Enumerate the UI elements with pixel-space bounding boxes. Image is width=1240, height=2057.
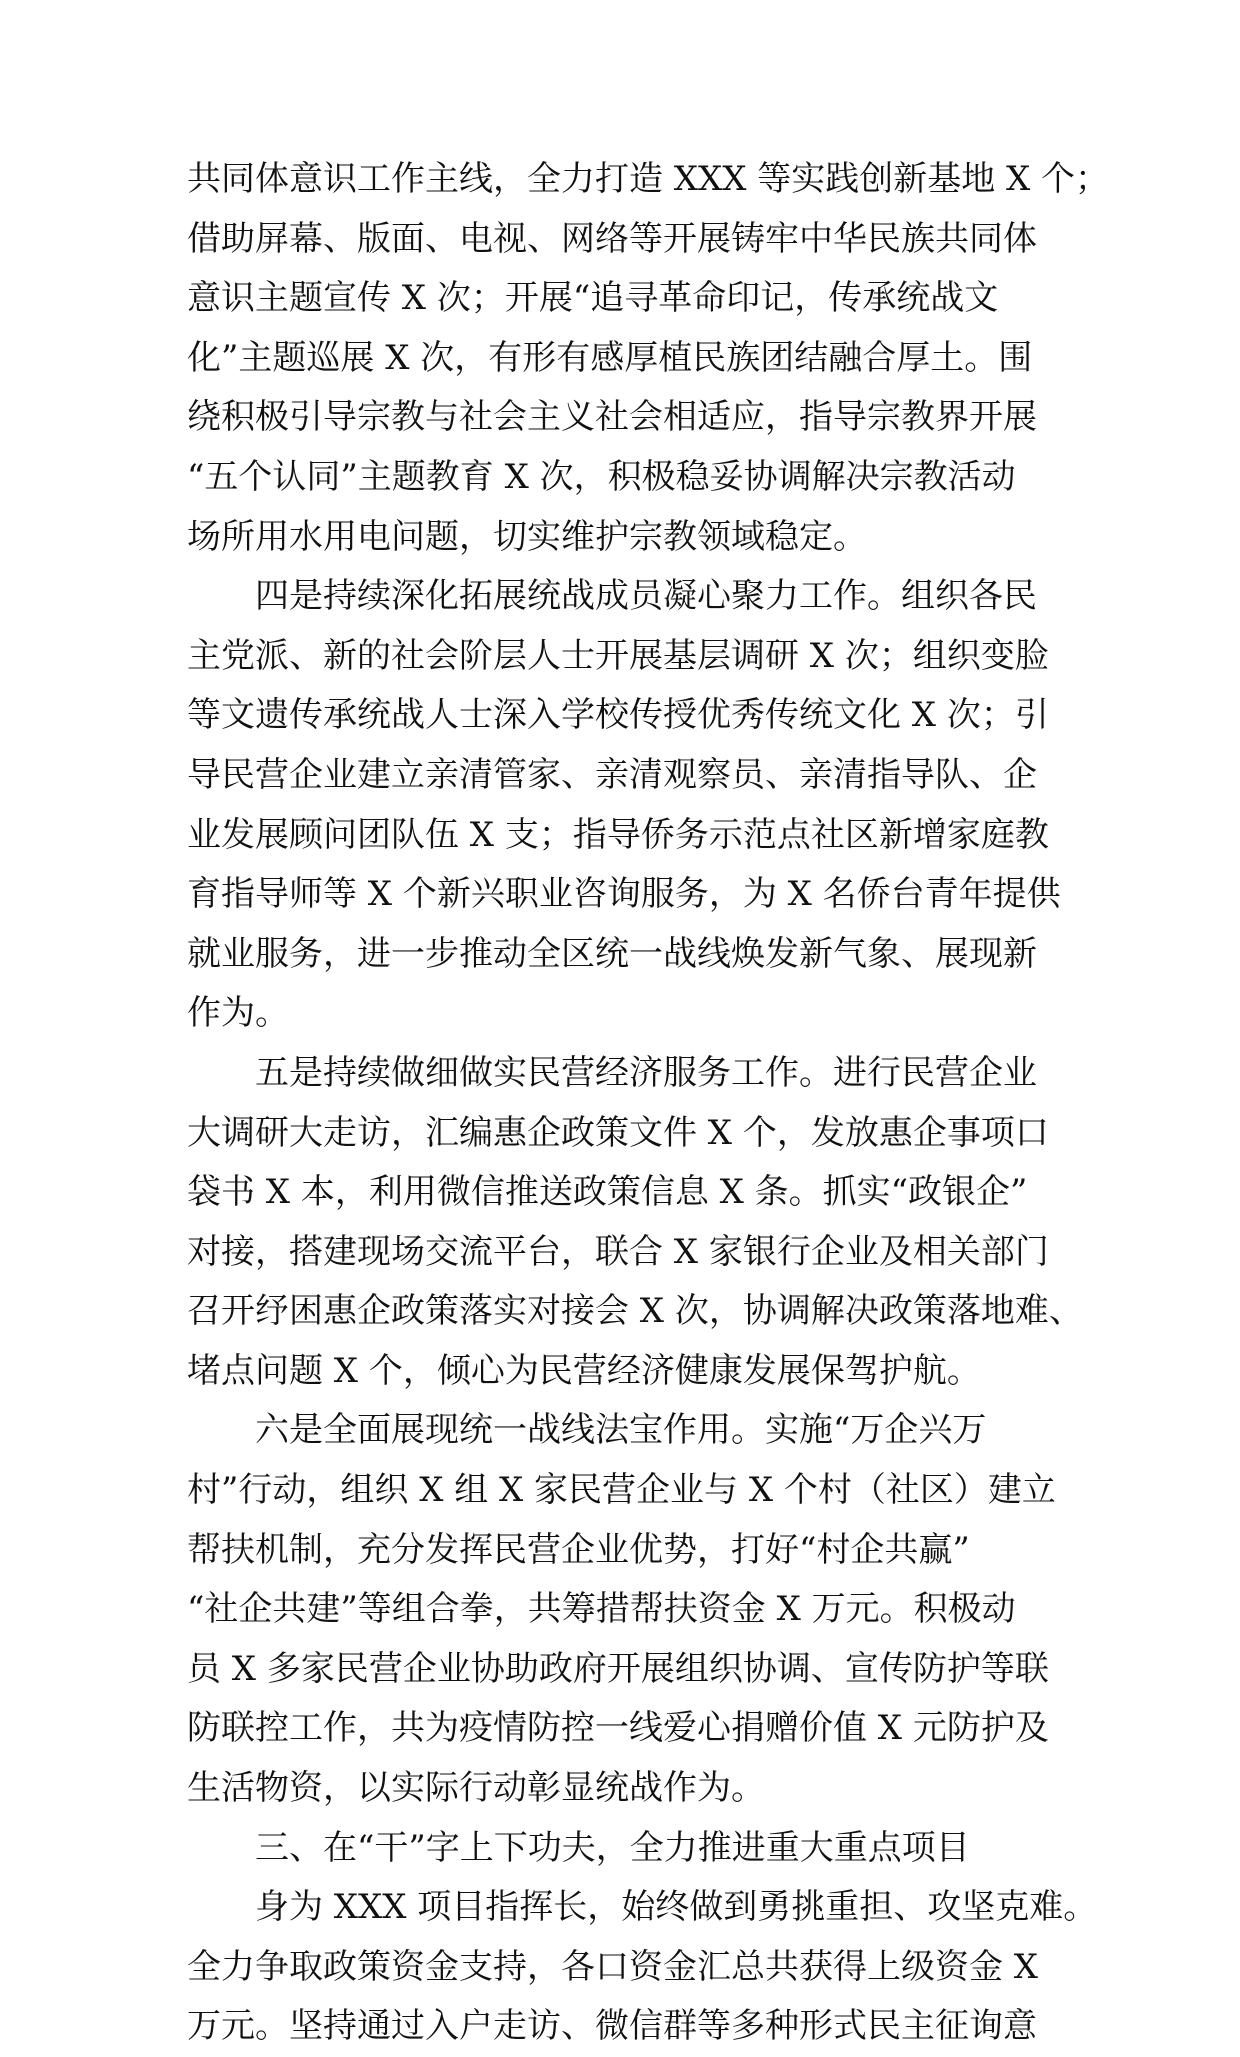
text-line: 大调研大走访，汇编惠企政策文件 X 个，发放惠企事项口 (187, 1112, 1049, 1153)
text-line: 绕积极引导宗教与社会主义社会相适应，指导宗教界开展 (187, 397, 1037, 438)
text-line: 导民营企业建立亲清管家、亲清观察员、亲清指导队、企 (187, 754, 1037, 795)
text-line: “社企共建”等组合拳，共筹措帮扶资金 X 万元。积极动 (187, 1589, 1016, 1630)
text-line: 对接，搭建现场交流平台，联合 X 家银行企业及相关部门 (187, 1231, 1049, 1272)
text-line: 主党派、新的社会阶层人士开展基层调研 X 次；组织变脸 (187, 635, 1049, 676)
text-line: 召开纾困惠企政策落实对接会 X 次，协调解决政策落地难、 (187, 1291, 1083, 1332)
text-line: 身为 XXX 项目指挥长，始终做到勇挑重担、攻坚克难。 (255, 1887, 1098, 1928)
text-line: 万元。坚持通过入户走访、微信群等多种形式民主征询意 (187, 2006, 1037, 2047)
text-line: 村”行动，组织 X 组 X 家民营企业与 X 个村（社区）建立 (187, 1470, 1056, 1511)
text-line: 四是持续深化拓展统战成员凝心聚力工作。组织各民 (255, 576, 1037, 617)
text-line: 借助屏幕、版面、电视、网络等开展铸牢中华民族共同体 (187, 218, 1037, 259)
text-line: 场所用水用电问题，切实维护宗教领域稳定。 (187, 516, 867, 557)
text-line: 袋书 X 本，利用微信推送政策信息 X 条。抓实“政银企” (187, 1172, 1028, 1213)
text-line: 作为。 (187, 993, 289, 1034)
text-line: 共同体意识工作主线，全力打造 XXX 等实践创新基地 X 个； (187, 159, 1110, 199)
text-line: 帮扶机制，充分发挥民营企业优势，打好“村企共赢” (187, 1529, 970, 1570)
text-line: 业发展顾问团队伍 X 支；指导侨务示范点社区新增家庭教 (187, 814, 1049, 855)
text-line: “五个认同”主题教育 X 次，积极稳妥协调解决宗教活动 (187, 456, 1016, 497)
document-body (187, 150, 1110, 2057)
text-line: 防联控工作，共为疫情防控一线爱心捐赠价值 X 元防护及 (187, 1708, 1049, 1749)
text-line: 化”主题巡展 X 次，有形有感厚植民族团结融合厚土。围 (187, 337, 1033, 378)
text-line: 三、在“干”字上下功夫，全力推进重大重点项目 (255, 1827, 970, 1868)
text-line: 生活物资，以实际行动彰显统战作为。 (187, 1768, 765, 1809)
text-line: 育指导师等 X 个新兴职业咨询服务，为 X 名侨台青年提供 (187, 874, 1061, 915)
text-line: 堵点问题 X 个，倾心为民营经济健康发展保驾护航。 (187, 1350, 981, 1391)
text-line: 六是全面展现统一战线法宝作用。实施“万企兴万 (255, 1410, 987, 1451)
text-line: 全力争取政策资金支持，各口资金汇总共获得上级资金 X (187, 1946, 1039, 1987)
text-line: 意识主题宣传 X 次；开展“追寻革命印记，传承统战文 (187, 278, 999, 319)
text-line: 就业服务，进一步推动全区统一战线焕发新气象、展现新 (187, 933, 1037, 974)
text-line: 员 X 多家民营企业协助政府开展组织协调、宣传防护等联 (187, 1648, 1049, 1689)
text-line: 等文遗传承统战人士深入学校传授优秀传统文化 X 次；引 (187, 695, 1049, 736)
text-line: 五是持续做细做实民营经济服务工作。进行民营企业 (255, 1052, 1037, 1093)
